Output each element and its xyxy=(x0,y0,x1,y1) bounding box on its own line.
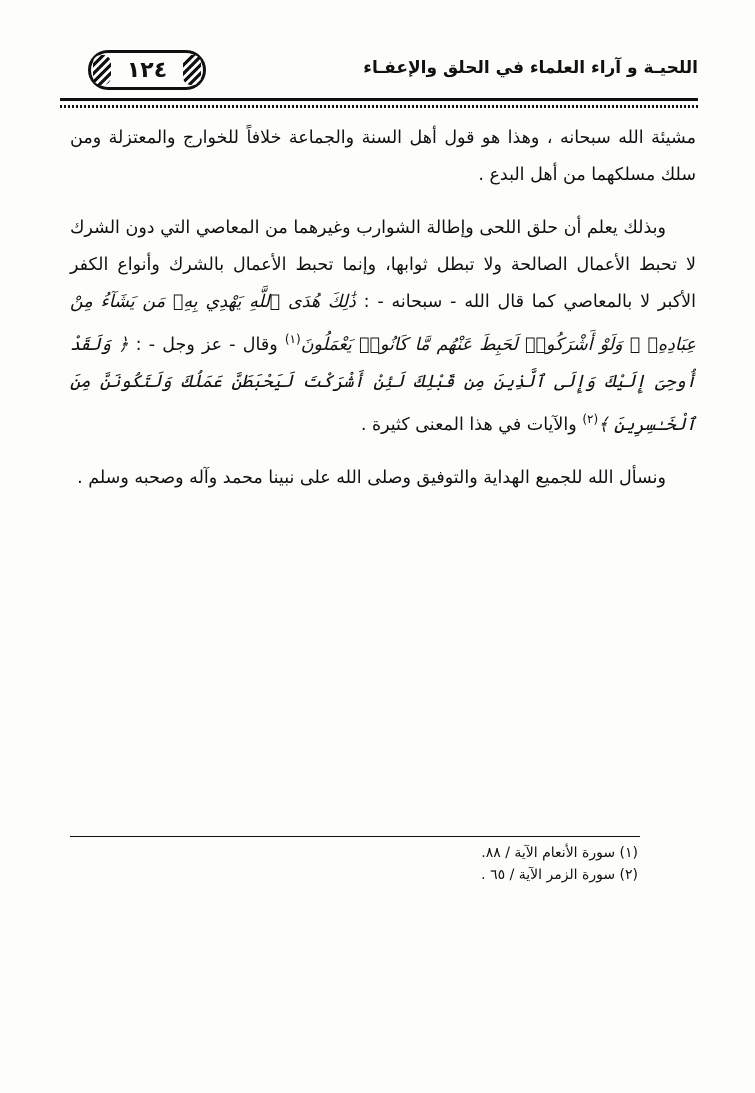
body-text xyxy=(70,120,696,513)
connector-text: وقال - عز وجل - : xyxy=(135,334,278,355)
paragraph-1: مشيئة الله سبحانه ، وهذا هو قول أهل السنة والجماعة خلافاً للخوارج والمعتزلة ومن سلك مسلكهما من أهل البدع . xyxy=(70,128,696,185)
page-number-badge xyxy=(88,50,206,90)
running-title: اللحيـة و آراء العلماء في الحلق والإعفـاء xyxy=(363,58,698,78)
footnote-1: (١) سورة الأنعام الآية / ٨٨. xyxy=(481,845,638,861)
page-number: ١٢٤ xyxy=(126,57,168,83)
footnotes xyxy=(60,842,638,886)
paragraph-2-intro: وبذلك يعلم أن حلق اللحى وإطالة الشوارب وغيرهما من المعاصي التي دون الشرك لا تحبط الأعمال الصالحة ولا تبطل ثوابها، وإنما تحبط الأعمال بالشرك وأنواع الكفر الأكبر لا بالمعاصي كما قال الله - سبحانه - : xyxy=(70,218,696,312)
quran-verse-1: ذَٰلِكَ هُدَى ٱللَّهِ يَهْدِي بِهِۦ مَن يَشَآءُ مِنْ عِبَادِهِۦ ۚ وَلَوْ أَشْرَكُوا۟ لَحَبِطَ عَنْهُم مَّا كَانُوا۟ يَعْمَلُونَ xyxy=(70,292,696,355)
footnote-2: (٢) سورة الزمر الآية / ٦٥ . xyxy=(481,867,638,883)
paragraph-2 xyxy=(70,210,696,444)
page-header xyxy=(60,44,698,96)
quran-verse-2: ﴿ وَلَقَدْ أُوحِىَ إِلَيْكَ وَإِلَى ٱلَّذِينَ مِن قَبْلِكَ لَئِنْ أَشْرَكْتَ لَيَحْبَطَنَّ عَمَلُكَ وَلَتَكُونَنَّ مِنَ ٱلْخَـٰسِرِينَ ﴾ xyxy=(70,334,696,435)
footnote-divider xyxy=(70,836,640,837)
paragraph-2-end: والآيات في هذا المعنى كثيرة . xyxy=(360,414,577,435)
footnote-ref-2: (٢) xyxy=(582,411,599,426)
footnote-ref-1: (١) xyxy=(284,332,301,346)
paragraph-3: ونسأل الله للجميع الهداية والتوفيق وصلى الله على نبينا محمد وآله وصحبه وسلم . xyxy=(77,467,666,488)
header-divider xyxy=(60,98,698,110)
